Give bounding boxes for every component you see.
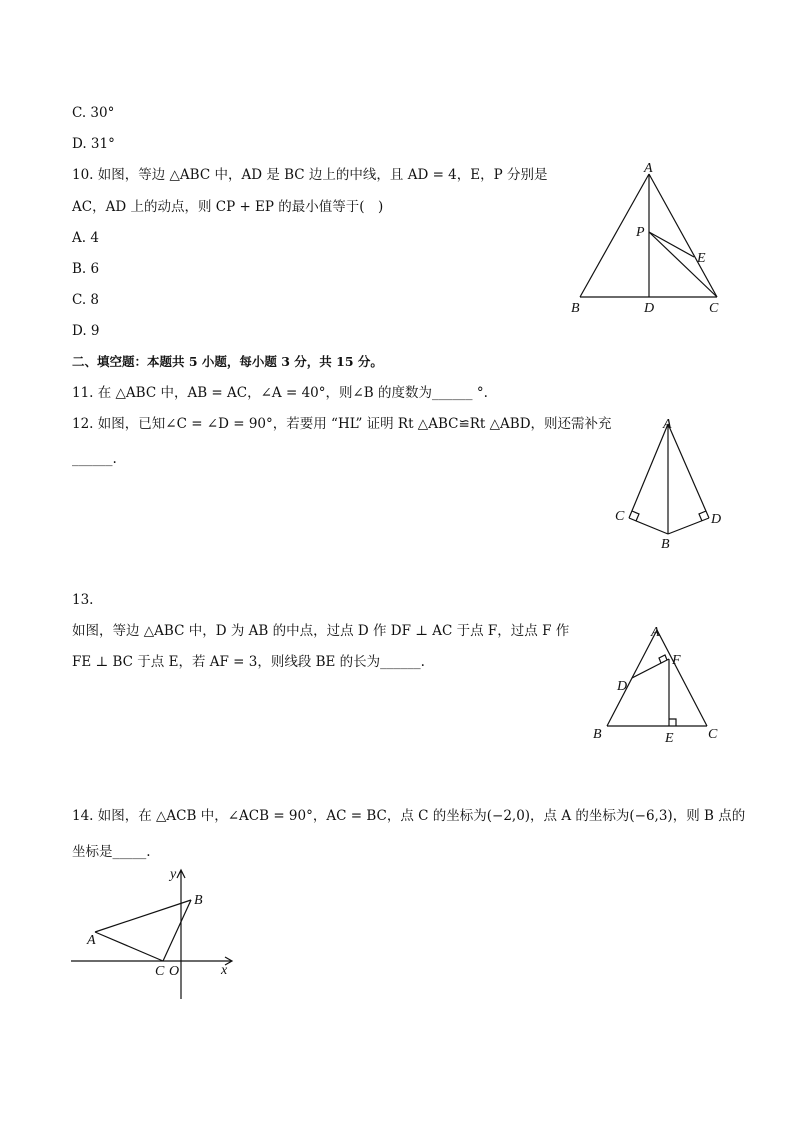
q13-right-angle-e	[669, 719, 676, 726]
q12-stem-line2: ______.	[72, 451, 117, 467]
q10-label-c: C	[709, 301, 719, 316]
q11-stem: 11. 在 △ABC 中，AB = AC，∠A = 40°，则∠B 的度数为______ °.	[72, 385, 488, 401]
q14-side-ac	[95, 932, 163, 961]
q13-side-ac	[657, 630, 707, 726]
q13-label-e: E	[665, 731, 674, 746]
q14-stem-line2: 坐标是_____.	[72, 844, 151, 860]
q10-option-a: A. 4	[72, 230, 99, 246]
q12-stem-line1: 12. 如图，已知∠C = ∠D = 90°，若要用 “HL” 证明 Rt △ABC≌Rt △ABD，则还需补充	[72, 416, 612, 432]
q14-stem-line1: 14. 如图，在 △ACB 中，∠ACB = 90°，AC = BC，点 C 的坐标为(−2,0)，点 A 的坐标为(−6,3)，则 B 点的	[72, 808, 746, 824]
q14-figure	[65, 865, 245, 1005]
q13-label-a: A	[651, 625, 660, 640]
q14-label-x: x	[221, 963, 228, 978]
q12-side-ad	[668, 424, 709, 518]
q10-label-p: P	[636, 225, 645, 240]
q9-option-c: C. 30°	[72, 105, 115, 121]
q12-label-a: A	[663, 417, 672, 432]
q10-stem-line1: 10. 如图，等边 △ABC 中，AD 是 BC 边上的中线，且 AD = 4，E，P 分别是	[72, 167, 548, 183]
q12-side-db	[668, 518, 709, 534]
q13-number: 13.	[72, 592, 94, 608]
q10-label-b: B	[571, 301, 580, 316]
q14-side-ab	[95, 900, 191, 932]
q10-figure	[560, 160, 740, 320]
q10-label-e: E	[697, 251, 706, 266]
q14-label-c: C	[155, 964, 165, 979]
q12-label-b: B	[661, 537, 670, 552]
q13-label-b: B	[593, 727, 602, 742]
q12-side-ac	[629, 424, 668, 518]
q10-option-c: C. 8	[72, 292, 100, 308]
q13-stem-line1: 如图，等边 △ABC 中，D 为 AB 的中点，过点 D 作 DF ⊥ AC 于点 F，过点 F 作	[72, 623, 570, 639]
q13-figure	[585, 618, 735, 753]
q10-stem-line2: AC，AD 上的动点，则 CP + EP 的最小值等于( )	[72, 199, 384, 215]
q12-label-d: D	[711, 512, 722, 527]
q13-label-f: F	[672, 653, 681, 668]
q10-option-d: D. 9	[72, 323, 100, 339]
q12-figure	[605, 410, 735, 555]
q10-label-a: A	[644, 161, 653, 176]
q14-label-b: B	[194, 893, 203, 908]
q14-label-o: O	[169, 964, 180, 979]
q12-label-c: C	[615, 509, 625, 524]
q13-stem-line2: FE ⊥ BC 于点 E，若 AF = 3，则线段 BE 的长为______.	[72, 654, 425, 670]
section2-title: 二、填空题：本题共 5 小题，每小题 3 分，共 15 分。	[72, 354, 383, 369]
q10-option-b: B. 6	[72, 261, 100, 277]
q13-label-d: D	[617, 679, 628, 694]
q10-side-ac	[649, 174, 717, 297]
q14-label-a: A	[87, 933, 96, 948]
q13-label-c: C	[708, 727, 718, 742]
q10-segment-pc	[649, 232, 717, 297]
q12-side-cb	[629, 518, 668, 534]
q14-side-cb	[163, 900, 191, 961]
q9-option-d: D. 31°	[72, 136, 115, 152]
q14-label-y: y	[170, 867, 177, 882]
q10-label-d: D	[644, 301, 655, 316]
